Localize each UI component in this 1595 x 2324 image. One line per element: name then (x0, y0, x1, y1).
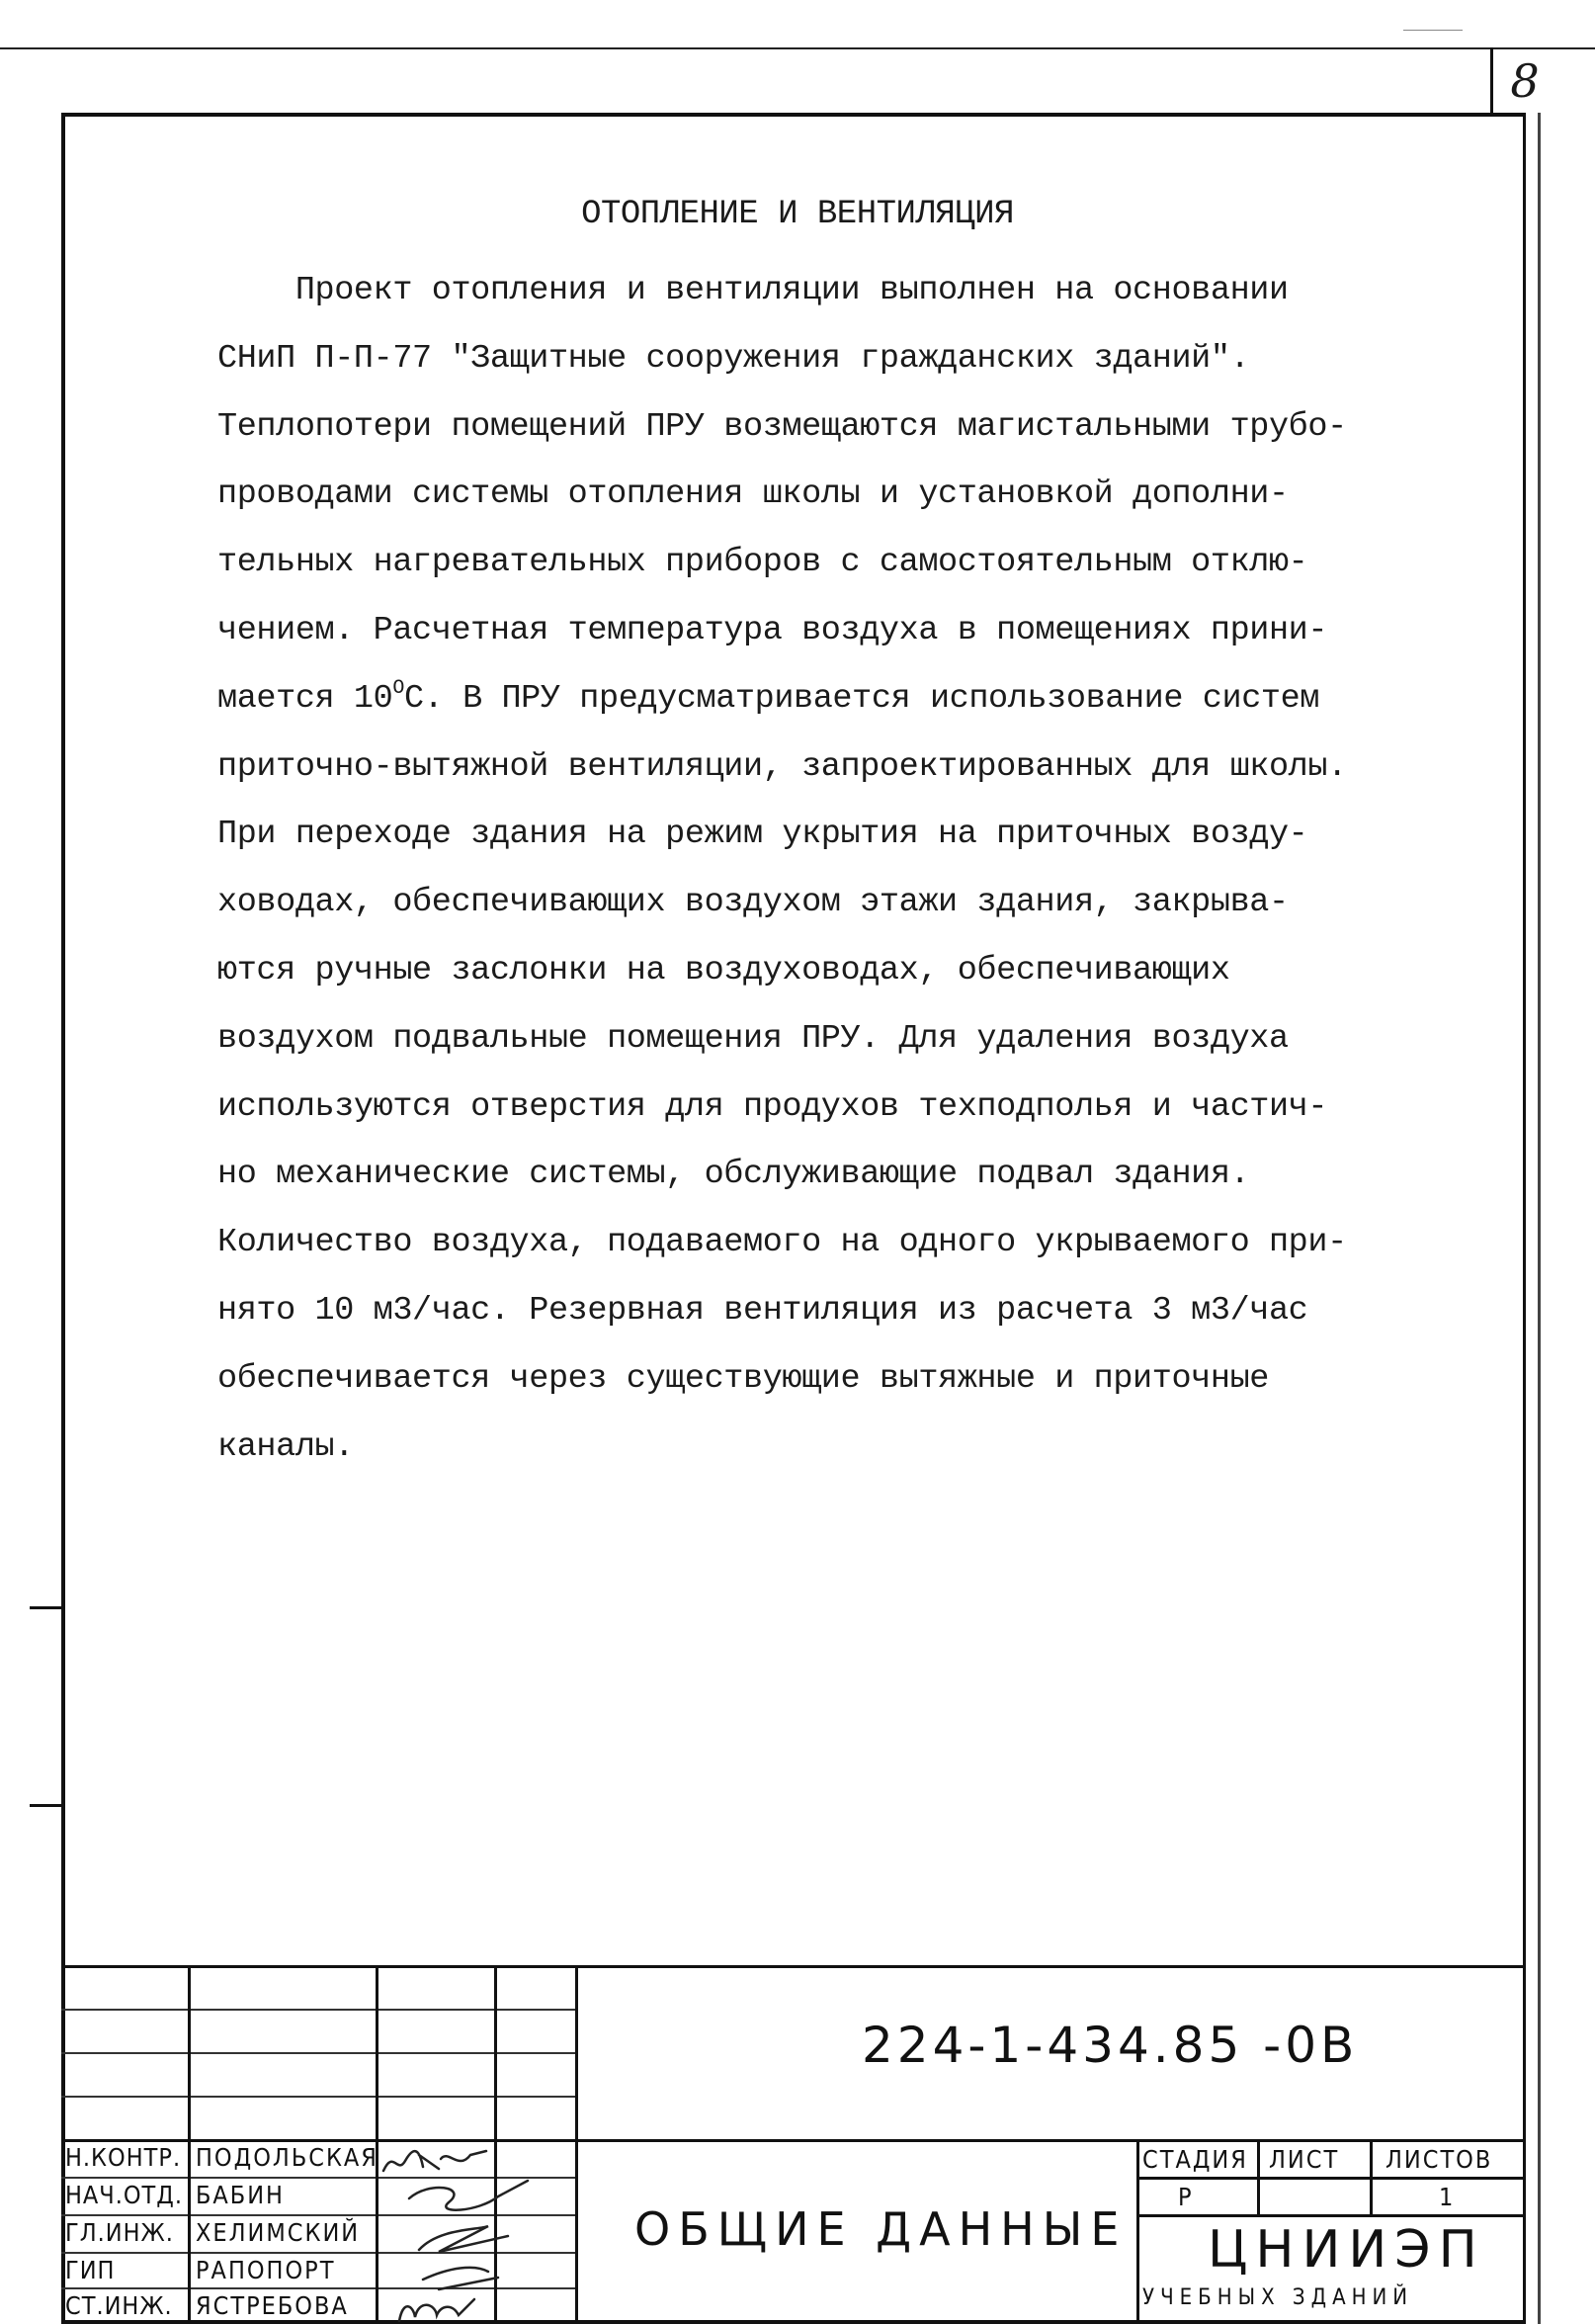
signatory-role: СТ.ИНЖ. (65, 2291, 173, 2320)
text-line: тельных нагревательных приборов с самостоятельным отклю- (217, 544, 1308, 582)
section-title: ОТОПЛЕНИЕ И ВЕНТИЛЯЦИЯ (581, 196, 1014, 233)
tb-rule (61, 2009, 575, 2011)
tb-rule (61, 2096, 575, 2098)
signatory-role: НАЧ.ОТД. (65, 2181, 184, 2209)
organization-subtitle: УЧЕБНЫХ ЗДАНИЙ (1142, 2285, 1414, 2310)
tb-rule (1136, 2214, 1526, 2217)
document-code: 224-1-434.85 -0В (862, 2017, 1359, 2074)
sheet-title: ОБЩИЕ ДАННЫЕ (634, 2202, 1128, 2256)
text-line: приточно-вытяжной вентиляции, запроектированных для школы. (217, 747, 1347, 786)
tb-rule (61, 2139, 1526, 2142)
text-line: обеспечивается через существующие вытяжные и приточные (217, 1359, 1269, 1398)
title-block (61, 1965, 1526, 2324)
stage-label: СТАДИЯ (1142, 2145, 1248, 2174)
sheets-value: 1 (1439, 2183, 1456, 2211)
signatory-name: БАБИН (196, 2181, 285, 2209)
tb-rule (61, 1965, 1526, 1968)
top-edge-mark (1403, 30, 1463, 31)
degree-superscript: О (392, 676, 404, 700)
tb-divider (188, 1965, 191, 2324)
text-line: Проект отопления и вентиляции выполнен на основании (217, 272, 1289, 309)
fold-mark (30, 1606, 61, 1609)
signatory-name: ПОДОЛЬСКАЯ (196, 2143, 378, 2172)
text-line: проводами системы отопления школы и установкой дополни- (217, 475, 1289, 514)
body-paragraph (217, 257, 1443, 1481)
top-border (0, 47, 1595, 49)
text-line: воздухом подвальные помещения ПРУ. Для удаления воздуха (217, 1019, 1289, 1058)
tb-rule (1136, 2177, 1526, 2180)
text-line: но механические системы, обслуживающие подвал здания. (217, 1156, 1250, 1194)
signatory-role: ГИП (65, 2256, 116, 2284)
text-line: используются отверстия для продухов техподполья и частич- (217, 1087, 1328, 1126)
text-line: Теплопотери помещений ПРУ возмещаются магистальными трубо- (217, 407, 1347, 446)
tb-divider (1257, 2139, 1260, 2214)
tb-divider (1370, 2139, 1373, 2214)
text-line: При переходе здания на режим укрытия на приточных возду- (217, 816, 1308, 854)
frame-right-edge (1538, 113, 1541, 2324)
tb-rule (61, 2052, 575, 2054)
text-line: каналы. (217, 1427, 354, 1466)
text-line: нято 10 м3/час. Резервная вентиляция из расчета 3 м3/час (217, 1291, 1308, 1330)
text-fragment: мается 10 (217, 679, 393, 718)
signatory-role: ГЛ.ИНЖ. (65, 2218, 174, 2247)
sheets-label: ЛИСТОВ (1385, 2145, 1493, 2174)
text-line: чением. Расчетная температура воздуха в помещениях прини- (217, 611, 1328, 649)
page-number: 8 (1490, 47, 1556, 117)
signatory-name: РАПОПОРТ (196, 2256, 336, 2284)
sheet-label: ЛИСТ (1269, 2145, 1340, 2174)
text-fragment: С. В ПРУ предусматривается использование систем (403, 679, 1320, 718)
fold-mark (30, 1804, 61, 1807)
text-line: СНиП П-П-77 "Защитные сооружения гражданских зданий". (217, 339, 1250, 378)
text-line: ховодах, обеспечивающих воздухом этажи здания, закрыва- (217, 884, 1289, 922)
text-line (217, 665, 1443, 733)
signatory-name: ЯСТРЕБОВА (196, 2291, 349, 2320)
stage-value: Р (1178, 2183, 1194, 2211)
organization-name: ЦНИИЭП (1208, 2220, 1485, 2280)
text-line: ются ручные заслонки на воздуховодах, обеспечивающих (217, 951, 1230, 990)
handwritten-signatures (379, 2141, 577, 2324)
signatory-name: ХЕЛИМСКИЙ (196, 2218, 361, 2247)
signatory-role: Н.КОНТР. (65, 2143, 182, 2172)
text-line: Количество воздуха, подаваемого на одного укрываемого при- (217, 1224, 1347, 1262)
